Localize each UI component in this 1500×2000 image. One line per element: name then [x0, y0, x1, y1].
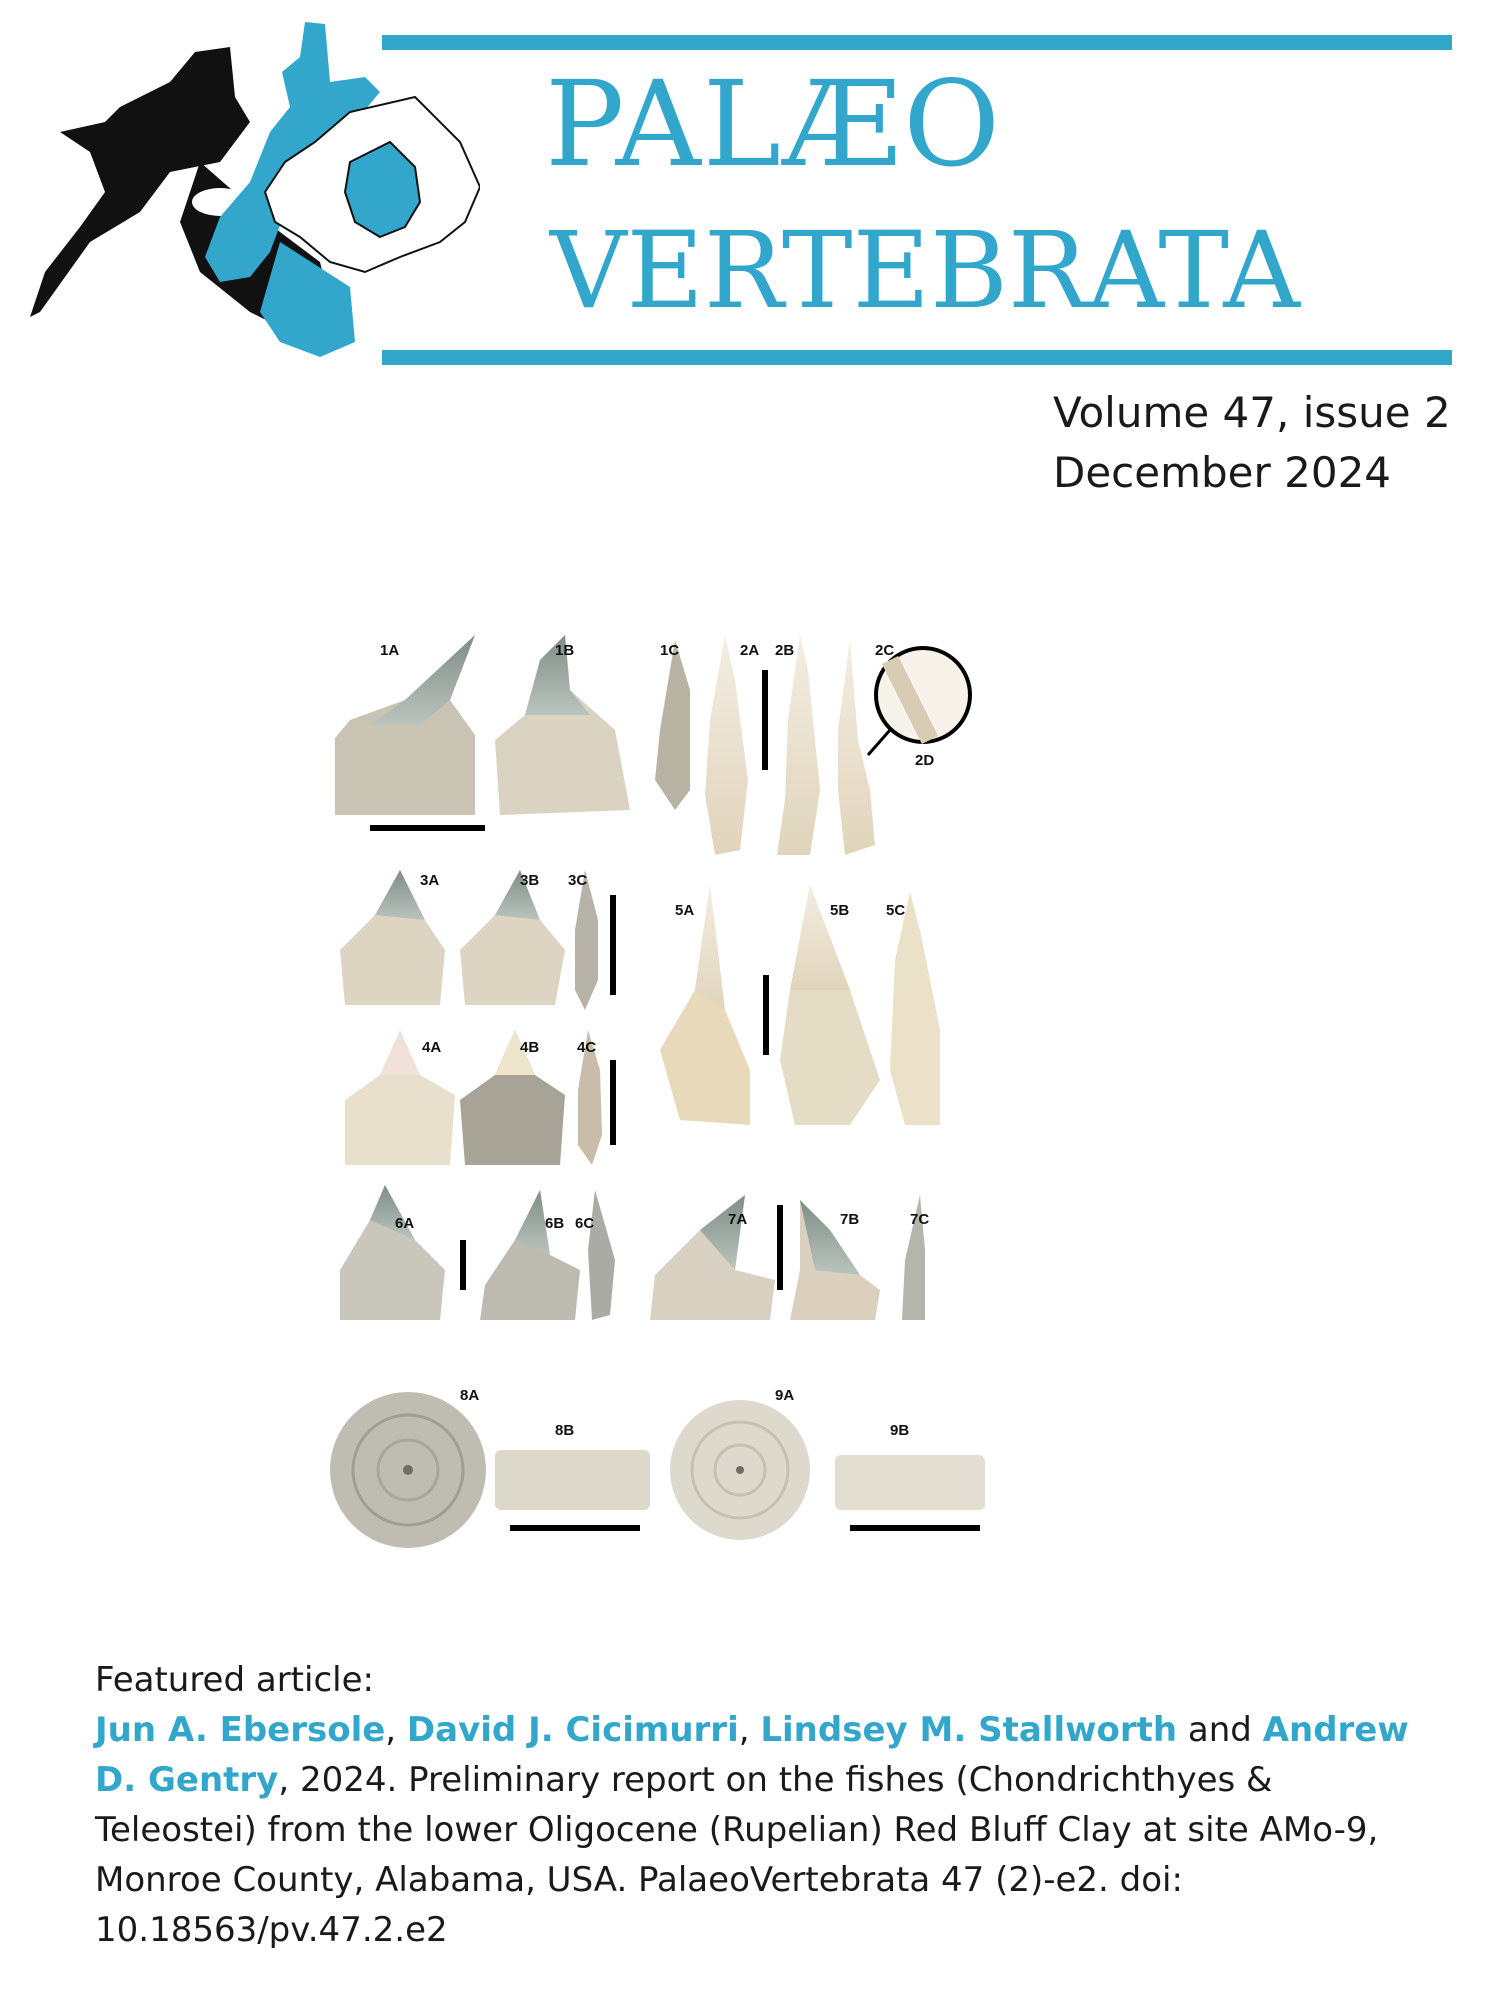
specimen-1C	[655, 640, 690, 810]
volume-issue: Volume 47, issue 2	[1053, 388, 1451, 437]
author-link[interactable]: Lindsey M. Stallworth	[760, 1710, 1178, 1750]
specimen-5C	[890, 892, 940, 1125]
author-link[interactable]: Jun A. Ebersole	[95, 1710, 386, 1750]
journal-logo	[20, 12, 480, 372]
panel-label-9B: 9B	[890, 1422, 910, 1439]
vertebra-9A	[670, 1400, 810, 1540]
fossil-plate-figure	[330, 630, 1130, 1580]
inset-pointer	[868, 730, 890, 755]
panel-label-3B: 3B	[520, 872, 540, 889]
author-separator: ,	[385, 1710, 407, 1750]
author-separator: and	[1177, 1710, 1263, 1750]
panel-label-2A: 2A	[740, 642, 760, 659]
specimen-6A	[340, 1185, 445, 1320]
vertebra-9B	[835, 1455, 985, 1510]
featured-citation	[95, 1705, 1445, 1955]
scale-bar-3	[610, 895, 616, 995]
panel-label-2B: 2B	[775, 642, 795, 659]
panel-label-5B: 5B	[830, 902, 850, 919]
panel-label-6A: 6A	[395, 1215, 415, 1232]
author-separator: ,	[738, 1710, 761, 1750]
panel-label-8B: 8B	[555, 1422, 575, 1439]
specimen-6C	[588, 1190, 615, 1320]
panel-label-6C: 6C	[575, 1215, 595, 1232]
specimen-1A	[335, 635, 475, 815]
specimen-6B	[480, 1190, 580, 1320]
panel-label-4C: 4C	[577, 1039, 597, 1056]
header-bottom-rule	[382, 350, 1452, 365]
journal-title-line1: PALÆO	[545, 55, 1002, 193]
featured-article	[95, 1655, 1445, 1955]
scale-bar-4	[610, 1060, 616, 1145]
journal-title-line2: VERTEBRATA	[550, 209, 1300, 332]
panel-label-1B: 1B	[555, 642, 575, 659]
specimen-7B	[790, 1200, 880, 1320]
panel-label-5A: 5A	[675, 902, 695, 919]
specimen-3B	[460, 870, 565, 1005]
panel-label-8A: 8A	[460, 1387, 480, 1404]
specimen-5B	[780, 885, 880, 1125]
author-link[interactable]: David J. Cicimurri	[406, 1710, 739, 1750]
scale-bar-9	[850, 1525, 980, 1531]
scale-bar-2	[762, 670, 768, 770]
issue-info	[1053, 383, 1451, 503]
specimen-2C	[838, 640, 875, 855]
scale-bar-5	[763, 975, 769, 1055]
specimen-7A	[650, 1195, 775, 1320]
panel-label-7B: 7B	[840, 1211, 860, 1228]
vertebra-8A	[330, 1392, 486, 1548]
featured-heading: Featured article:	[95, 1660, 374, 1700]
author-link[interactable]: Andrew D. Gentry	[95, 1710, 1409, 1800]
panel-label-1C: 1C	[660, 642, 680, 659]
panel-label-9A: 9A	[775, 1387, 795, 1404]
specimen-3C	[575, 870, 598, 1010]
panel-label-5C: 5C	[886, 902, 906, 919]
citation-text: , 2024. Preliminary report on the fishes (Chondrichthyes & Teleostei) from the lower Oligocene (Rupelian) Red Bluff Clay at site AMo-9, Monroe County, Alabama, USA. PalaeoVertebrata 47 (2)-e2. doi: 10.18563/pv.47.2.e2	[95, 1760, 1379, 1950]
issue-date: December 2024	[1053, 448, 1392, 497]
panel-label-3C: 3C	[568, 872, 588, 889]
specimen-2A	[705, 635, 748, 855]
panel-label-1A: 1A	[380, 642, 400, 659]
scale-bar-7	[777, 1205, 783, 1290]
panel-label-7A: 7A	[728, 1211, 748, 1228]
panel-label-4A: 4A	[422, 1039, 442, 1056]
specimen-1B	[495, 635, 630, 815]
specimen-2B	[777, 635, 820, 855]
scale-bar-1	[370, 825, 485, 831]
panel-label-2C: 2C	[875, 642, 895, 659]
specimen-5A	[660, 885, 750, 1125]
scale-bar-8	[510, 1525, 640, 1531]
specimen-3A	[340, 870, 445, 1005]
vertebra-8B	[495, 1450, 650, 1510]
scale-bar-6	[460, 1240, 466, 1290]
panel-label-3A: 3A	[420, 872, 440, 889]
panel-label-4B: 4B	[520, 1039, 540, 1056]
panel-label-7C: 7C	[910, 1211, 930, 1228]
specimen-4B	[460, 1030, 565, 1165]
panel-label-6B: 6B	[545, 1215, 565, 1232]
panel-label-2D: 2D	[915, 752, 935, 769]
header-top-rule	[382, 35, 1452, 50]
